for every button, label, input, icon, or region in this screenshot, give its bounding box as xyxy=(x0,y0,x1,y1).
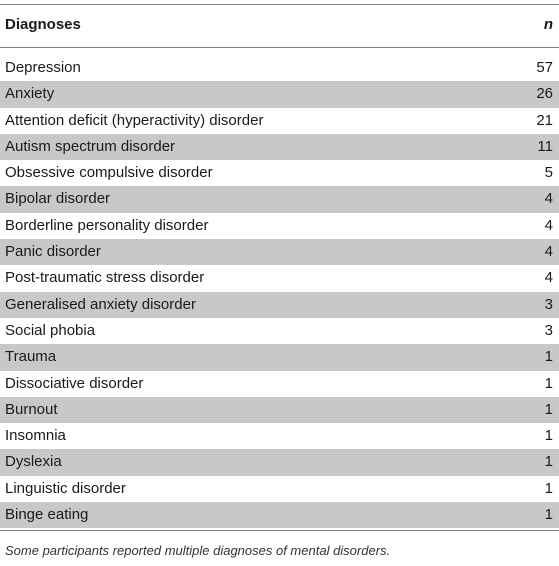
table-row xyxy=(0,55,559,81)
column-header-diagnoses: Diagnoses xyxy=(5,16,81,33)
row-diagnosis-label: Autism spectrum disorder xyxy=(5,137,176,155)
table-header-rule xyxy=(0,47,559,48)
row-count-value: 57 xyxy=(536,59,553,76)
row-count-value: 1 xyxy=(544,427,553,445)
row-count-value: 4 xyxy=(544,190,553,208)
row-diagnosis-label: Dyslexia xyxy=(5,453,62,471)
row-count-value: 1 xyxy=(544,453,553,471)
table-row xyxy=(0,81,559,107)
table-row xyxy=(0,449,559,475)
row-count-value: 4 xyxy=(544,243,553,261)
row-diagnosis-label: Depression xyxy=(5,59,81,76)
table-row xyxy=(0,371,559,397)
table-body xyxy=(0,55,559,528)
table-header-row xyxy=(0,5,559,47)
row-diagnosis-label: Bipolar disorder xyxy=(5,190,111,208)
table-footnote: Some participants reported multiple diagnoses of mental disorders. xyxy=(5,543,391,558)
row-diagnosis-label: Insomnia xyxy=(5,427,66,445)
row-count-value: 11 xyxy=(537,137,553,155)
column-header-n: n xyxy=(543,16,553,33)
table-row xyxy=(0,423,559,449)
table-row xyxy=(0,186,559,212)
table-row xyxy=(0,213,559,239)
table-row xyxy=(0,292,559,318)
table-row xyxy=(0,397,559,423)
row-diagnosis-label: Linguistic disorder xyxy=(5,479,126,497)
table-row xyxy=(0,476,559,502)
row-diagnosis-label: Panic disorder xyxy=(5,243,101,261)
row-count-value: 1 xyxy=(544,348,553,366)
row-count-value: 1 xyxy=(544,479,553,497)
row-diagnosis-label: Attention deficit (hyperactivity) disorder xyxy=(5,111,264,129)
row-diagnosis-label: Generalised anxiety disorder xyxy=(5,295,196,313)
row-count-value: 4 xyxy=(544,216,553,234)
table-bottom-rule xyxy=(0,530,559,531)
row-count-value: 21 xyxy=(536,111,553,129)
row-diagnosis-label: Social phobia xyxy=(5,321,96,339)
row-count-value: 1 xyxy=(544,506,553,524)
table-row xyxy=(0,239,559,265)
row-count-value: 4 xyxy=(544,269,553,287)
row-count-value: 3 xyxy=(544,321,553,339)
row-diagnosis-label: Dissociative disorder xyxy=(5,374,144,392)
row-diagnosis-label: Trauma xyxy=(5,348,57,366)
row-count-value: 3 xyxy=(544,295,553,313)
row-diagnosis-label: Borderline personality disorder xyxy=(5,216,209,234)
row-count-value: 5 xyxy=(544,164,553,182)
table-row xyxy=(0,134,559,160)
row-diagnosis-label: Burnout xyxy=(5,400,58,418)
table-row xyxy=(0,502,559,528)
row-count-value: 26 xyxy=(536,85,553,103)
table-row xyxy=(0,108,559,134)
row-diagnosis-label: Anxiety xyxy=(5,85,55,103)
row-count-value: 1 xyxy=(544,400,553,418)
row-diagnosis-label: Binge eating xyxy=(5,506,89,524)
row-diagnosis-label: Post-traumatic stress disorder xyxy=(5,269,205,287)
table-row xyxy=(0,344,559,370)
table-row xyxy=(0,160,559,186)
table-row xyxy=(0,265,559,291)
row-count-value: 1 xyxy=(544,374,553,392)
table-row xyxy=(0,318,559,344)
row-diagnosis-label: Obsessive compulsive disorder xyxy=(5,164,213,182)
